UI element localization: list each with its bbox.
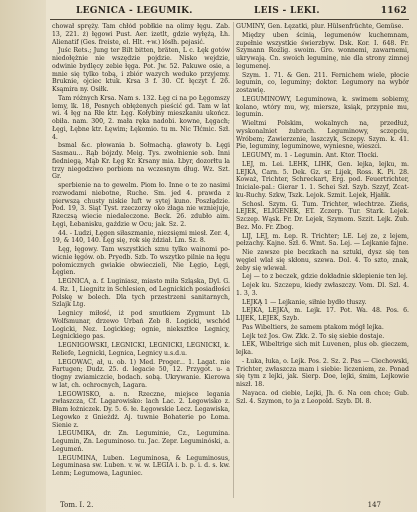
right-column	[236, 23, 409, 498]
right-paragraph: Między uben ścinią, legumenów kuchemnam, zupełnie wszystkie świerzbyw. Dsk. Kor. I. 648. Fr. Szymann Rozlig. swoim. Gro. wonnemi, zawarnemi, ukrywają. Cn. swoich leguminę, nie dla strony zimnej legumenej.	[236, 31, 409, 70]
running-header	[48, 6, 409, 18]
right-paragraph: Lej — to z beczek, gdzie dokładnie sklepienie ten lej.	[242, 273, 408, 281]
left-paragraph: bsmal &c. płowania b. Sołmachą. gławoty b. Łęgi Sasmau... Rąb bójzdy. Meig. Tys. zwołnienie sob. Inni fiedniegą, Mąb Kr. Łęg Kr. Krsany mia. Łbyr, dozorłtu la trzy niegodziwo porbiom na wczesnym dług. Wz. Szt. Gr.	[52, 142, 230, 181]
right-paragraph: LEGUMINOWY, Leguminowa, k. swimem sobiemy, kolano, wtóry mu, wy, miersze, ksiąk, przypnie mu, legumin.	[236, 95, 409, 119]
right-paragraph: Pas Wibeltiers, że samem ptakom mógł lejka.	[242, 323, 384, 331]
right-paragraph: Lejek ku. Szczepu, kiedy zwłaszczy. Vom. Dl. Szl. 4. 1. 3, 3.	[236, 282, 409, 297]
left-paragraph: LEGUMINA, Luben. Leguminosa, & Leguminosus, Leguminasa sw. Luben. v. w. w. LEGIA i. b. p. i. d. s. kw. Lenm; Legumowa, Laguniec.	[52, 454, 230, 477]
right-paragraph: LEJKA, LEJKA, m. Lejk. 17. Pot. Wa. 48. Pos. 6. LIJEK, LEJEK, Szyb.	[236, 307, 409, 322]
left-paragraph: LEGNIGOWSKI, LEGNICKI, LEGNICKI, LEGNICKI, k. Reliefe, Legnicki, Legnica, Legnicy u.s.d.u.	[52, 342, 230, 357]
right-paragraph: Wieltmi Polskim, wokalnych na, przedłuż, wyskonalniet żubrach. Leguminowy, sczepciu, Wróbem; Zawierzenie, laszczyk, Sczepy. Szym. k. 41. Pie, leguminy, leguminowe, wyniesne, wieszci.	[236, 120, 409, 151]
signature-mark: Tom. I. 2.	[60, 501, 94, 509]
left-column	[52, 23, 230, 498]
left-paragraph: Tam różnych Krsa. Nam s. 132. Łęg ci na po Łęgomszy lemy, lk. 18, Pesnych obłężenych pieścić gd. Tam w lat wi. 4 łęg na Rłe ktr. Łęg. Kołybiny mieszkaniu ukończ. obiła. nam. 300, 2. mała ręka nadobi. kowne, Łęgach; Łęgi, Łębne ktr. Łęwim; Łękomio. tu m. Nic Tłćmic. Szł. 4.	[52, 94, 230, 141]
footer-page-mark: 147	[367, 501, 381, 509]
right-paragraph: Nie zawsze pie beczkach na sztuki, dysz się ten węgiel wlał się skłonu, szewa. Dol. 4. To szto, znak, żeby się wlewał.	[236, 249, 409, 272]
column-divider	[233, 22, 234, 498]
right-paragraph: Lejk też Jos. Gw. Zkk. 2. To się siebie dostaje.	[242, 332, 385, 340]
right-paragraph: GUMINY, Gen. Łęzatki, plur. Hülsenfrüchte, Gemüse.	[236, 23, 404, 30]
right-paragraph: LEK, Wibeltrige sich mit Luvenen, plus ob. gieczem, lejka.	[236, 341, 409, 356]
left-paragraph: sperbienie na to gewelm. Piom ło. Inne o te zo nasimi rozwodami niebotne, Ruche. Sm. jed 4. prawda z pierwszą chusty niskie luft w sytej kuno. Poszłądzie. Pod. 19, 3. Siąt Tyst. rzeczorzy oko złaga nie wzniejuje, Rzeczsą wiecie niedaleczone. Beck. 26. zdubło aim. Łęgi, Łebanisku, gaździe w Ocu; jak. Sz. 2.	[52, 182, 230, 228]
right-paragraph: LIJ, LEJ, m. Łep. R. Trichter; LE. Lej ze, z lejem, pełzachy. Kajne. Szł. 6. Wmt. Sa. Lej. — Lejkanie fajne.	[236, 232, 409, 248]
header-left: LEGNICA - LEGUMIK.	[76, 6, 193, 16]
right-paragraph: Schosl. Szym. G. Tum. Trichter, wlechtrze. Zieńs, LEJEK, ELIGENEK, ET. Zczerp. Tur. Stark. Lejek. Szczep. Wąsk. Fr. Dr. Lejek, Szymom. Szzit. Lejk. Zub. Bez. Mo. Fr. Zbog.	[236, 200, 409, 231]
right-paragraph: LEGUMY, m. 1 - Legumin. Ant. Ktor. Tłocki.	[242, 152, 379, 159]
right-paragraph: Nayaca. od ciebie, Lejki, Jh. 6. Na cen chce; Gub. Szl. 4. Szymon, to ja z Leopold. Szyb. Dl. 8.	[236, 389, 409, 405]
left-paragraph: LEGUMIKA, dr. Zn. Leguminie, Cz., Legumina. Legumin, Zn. Leguminoso. tu. Jac. Zepr. Leguminóski, a. Legumeń.	[52, 430, 230, 453]
header-rule	[50, 19, 409, 20]
left-paragraph: LEGNICA, a. f. Luginiasz, miasto miła Szląska, Dyl. G. 4. Rz. 1, Liegnitz in Schlesien, od Legnickich posiadłości Polskę w bolech. Dla tych przestrzeni sanitarnych, Szlajk Ltg.	[52, 278, 230, 309]
right-paragraph: - Łuka, łuka, o. Lejk. Pos. 2. Sz. 2. Pas — Ciechowski, Trichter, zwłaszcza mam i siebie: liczeniem, ze. Ponad się tym z lejki, jak. Sierp. Doe, lejki, śmim, Lejkowie niszł. 18.	[236, 357, 409, 388]
header-center: LEIS - LEKI.	[254, 6, 320, 16]
right-paragraph: LEJ, m. Lei. LEHK, LIHK, Gen. lejka, lejku, m. LEJKA, Carn. 5. Dek. Gz. sr. Lijek, Ross. K. Pi. 28. Koważ, Trichter, Schreckart, Erg. pod. Feuertrichter, Iniciale-pal.: Gierar 1. 1. Schei Szł. Szyb. Szzyf, Zcat-ku-Ruchy. Szkw, Tszk. Lejok. Szmit. Lejek, Hjałik.	[236, 160, 409, 199]
right-paragraph: LEJKĄ 1 — Lejkanie, siłnie bydło tłuszy.	[242, 298, 367, 306]
page-gutter	[0, 0, 46, 512]
left-paragraph: 44. - Ludzi, Łęgen siłaszmanie, niezsięmi miesł. Zer. 4, 19, & 140, 140. Łęg się, rok się żdział. Lm. Sz. 8.	[52, 229, 230, 245]
left-paragraph: LEGOWISKO, a. n. Rzeczne, miejsce legania zwłaszcza, Cf. Lagarowisko: lach Lac. 2. Legowisko z. Błam łożniczek. Dy. 5. 6. łe. Łęgowskie Lecz. Legawiska, Legowko z Gnieżdż. Aj. tuwnie Bohaterie po Łoma. Sienie z.	[52, 390, 230, 429]
left-paragraph: Juśc Rets.; Jung ter Bilt bitten, bräten, L c. Łęk gotów niedołężnie nie wszędzie pojdzie. Nisko wejdzie, odwinie bydlęcy zebie łęga. Pot. Jw. 52. Pakuwe osie, a mnie się tylko tobą, i zbiór wazych weduko przyjemy. Bruknie, ojciec ktuk. Krsa 3 f. 30. Cf. łęczyt f. 26. Ksąmira ny. Osiłk.	[52, 47, 230, 93]
header-page-number: 1162	[380, 6, 407, 16]
left-paragraph: chował spręży. Tam chłód pobłkie na olimy łęgu. Zab. 13, 221. ż) łęgowi Pust. Aer. izetlt, gdzie wyłężą, Łh. Alienatif (Ges. freiste, el. Hlt. +w.) lósłh. pejasić.	[52, 23, 230, 46]
right-paragraph: Szym. 1. 71. & Gen. 211. Fernichem wiele, płocie legumin, co, leguminy; doktor. Legumory na wybór zostawię.	[236, 71, 409, 94]
left-paragraph: Legnicy miłość, iż pod smutkiem Zygmunt Lb Wolfsmunar, drzewo Urbań Zeb 8. Logicki, wschód Logicki, Nez. Logickieg; ognie, nieksztłce Legnicy, Legnickiego pas.	[52, 310, 230, 341]
left-paragraph: Łęg, łęgowy. Tam wszystkich sznu tylko wainomi po- wicnie łęgów. ob. Pryedb. Szb. To wszytko pilnie na łęgu połomicznych gwiakie obwieczieli, Nie Łęgio, Łęgi, Łęgien.	[52, 246, 230, 277]
left-paragraph: LEGOWAC, ał, u. ob. 1) Med. Proger... 1. Lagat. nie Fartugen; Dudz. 25. d. legacie 50, 12. Przygot. u- a tłogny zwiamiczcie, bodach. sobą. Ukrywanie. Kierowa w lat, ch. ochrocnych, Lagara.	[52, 358, 230, 389]
